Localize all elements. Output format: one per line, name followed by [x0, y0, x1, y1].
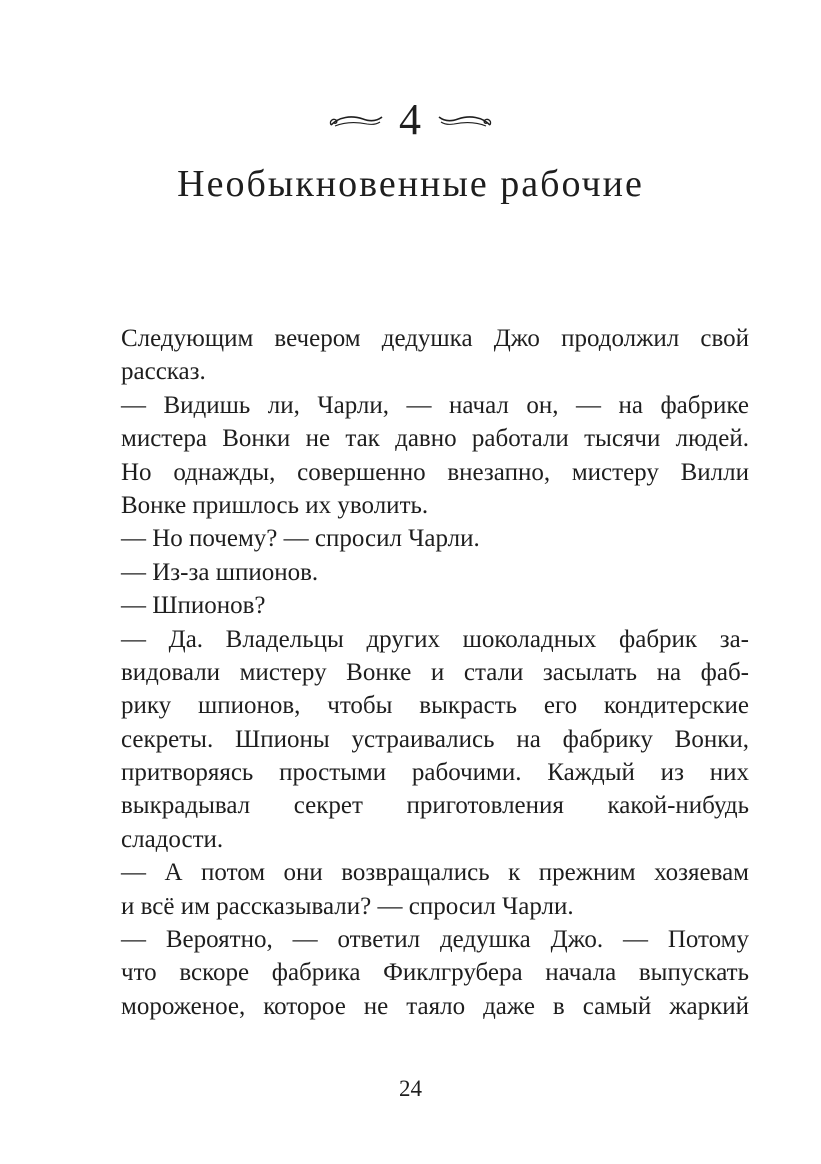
chapter-number: 4 [399, 95, 422, 144]
text-line: притворяясь простыми рабочими. Каждый из них [121, 759, 749, 787]
text-line: — Вероятно, — ответил дедушка Джо. — Потому [121, 926, 749, 954]
text-line: — Из-за шпионов. [121, 558, 319, 586]
text-line: — Но почему? — спросил Чарли. [121, 525, 480, 553]
text-line: рику шпионов, чтобы выкрасть его кондитерские [121, 692, 749, 720]
text-line: Следующим вечером дедушка Джо продолжил свой [121, 325, 749, 352]
text-line: сладости. [121, 825, 224, 853]
text-line: секреты. Шпионы устраивались на фабрику Вонки, [121, 725, 749, 753]
text-line: что вскоре фабрика Фиклгрубера начала выпускать [121, 959, 749, 987]
body-text [121, 322, 749, 1023]
text-line: — А потом они возвращались к прежним хозяевам [121, 859, 749, 887]
text-line: Но однажды, совершенно внезапно, мистеру Вилли [121, 458, 749, 486]
page-number: 24 [399, 1076, 422, 1101]
text-line: мистера Вонки не так давно работали тысячи людей. [121, 425, 749, 453]
text-line: выкрадывал секрет приготовления какой-нибудь [121, 792, 749, 820]
text-line: видовали мистеру Вонке и стали засылать на фаб- [121, 658, 749, 686]
text-line: мороженое, которое не таяло даже в самый жаркий [121, 992, 749, 1020]
text-line: рассказ. [121, 358, 206, 386]
chapter-number-row [0, 92, 821, 148]
flourish-right-icon [436, 109, 494, 131]
text-line: Вонке пришлось их уволить. [121, 491, 429, 519]
flourish-left-icon [327, 109, 385, 131]
chapter-title: Необыкновенные рабочие [177, 163, 644, 205]
chapter-header [0, 92, 821, 208]
text-line: — Шпионов? [121, 592, 266, 620]
text-line: — Видишь ли, Чарли, — начал он, — на фабрике [121, 391, 749, 419]
text-line: и всё им рассказывали? — спросил Чарли. [121, 892, 574, 920]
text-line: — Да. Владельцы других шоколадных фабрик за- [121, 625, 749, 653]
